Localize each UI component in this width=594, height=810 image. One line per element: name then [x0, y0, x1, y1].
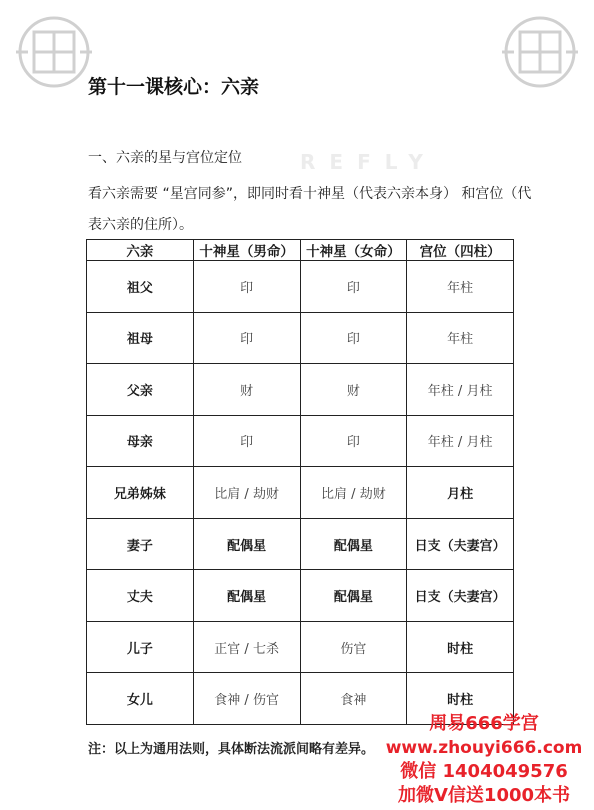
promo-line-1: 周易666学宫: [429, 713, 539, 734]
header-star-female: 十神星（女命）: [300, 240, 407, 261]
promo-url: www.zhouyi666.com: [385, 738, 583, 758]
male-star-cell: 食神 / 伤官: [193, 673, 300, 725]
seal-logo-icon: [494, 14, 586, 90]
table-header-row: [87, 240, 514, 261]
relative-cell: 女儿: [87, 673, 194, 725]
table-row: [87, 570, 514, 622]
relative-cell: 祖父: [87, 261, 194, 313]
female-star-cell: 印: [300, 261, 407, 313]
relative-cell: 兄弟姊妹: [87, 467, 194, 519]
palace-cell: 月柱: [407, 467, 514, 519]
palace-cell: 年柱: [407, 261, 514, 313]
lesson-title: 第十一课核心：六亲: [88, 76, 260, 98]
female-star-cell: 印: [300, 312, 407, 364]
table-row: [87, 621, 514, 673]
female-star-cell: 伤官: [300, 621, 407, 673]
palace-cell: 年柱 / 月柱: [407, 415, 514, 467]
male-star-cell: 印: [193, 415, 300, 467]
relative-cell: 祖母: [87, 312, 194, 364]
palace-cell: 年柱 / 月柱: [407, 364, 514, 416]
promo-line-3: 微信 1404049576: [400, 761, 568, 782]
female-star-cell: 财: [300, 364, 407, 416]
intro-paragraph: 看六亲需要 “星宫同参”，即同时看十神星（代表六亲本身） 和宫位（代表六亲的住所）。: [88, 186, 532, 233]
table-row: [87, 467, 514, 519]
male-star-cell: 财: [193, 364, 300, 416]
palace-cell: 日支（夫妻宫）: [407, 570, 514, 622]
female-star-cell: 印: [300, 415, 407, 467]
male-star-cell: 印: [193, 261, 300, 313]
male-star-cell: 配偶星: [193, 518, 300, 570]
table-row: [87, 415, 514, 467]
palace-cell: 时柱: [407, 621, 514, 673]
table-row: [87, 364, 514, 416]
palace-cell: 时柱: [407, 673, 514, 725]
relative-cell: 妻子: [87, 518, 194, 570]
female-star-cell: 食神: [300, 673, 407, 725]
promo-stamp: [384, 712, 584, 808]
relative-cell: 母亲: [87, 415, 194, 467]
female-star-cell: 比肩 / 劫财: [300, 467, 407, 519]
male-star-cell: 比肩 / 劫财: [193, 467, 300, 519]
male-star-cell: 印: [193, 312, 300, 364]
footnote: 注：以上为通用法则，具体断法流派间略有差异。: [88, 742, 375, 757]
promo-line-4: 加微V信送1000本书: [397, 785, 571, 806]
table-row: [87, 261, 514, 313]
section-heading: 一、六亲的星与宫位定位: [88, 150, 242, 166]
relative-cell: 儿子: [87, 621, 194, 673]
header-relative: 六亲: [87, 240, 194, 261]
header-star-male: 十神星（男命）: [193, 240, 300, 261]
male-star-cell: 正官 / 七杀: [193, 621, 300, 673]
palace-cell: 年柱: [407, 312, 514, 364]
seal-logo-icon: [8, 14, 100, 90]
header-palace: 宫位（四柱）: [407, 240, 514, 261]
table-row: [87, 518, 514, 570]
relative-cell: 丈夫: [87, 570, 194, 622]
relatives-table: [86, 239, 514, 725]
table-row: [87, 312, 514, 364]
female-star-cell: 配偶星: [300, 570, 407, 622]
palace-cell: 日支（夫妻宫）: [407, 518, 514, 570]
female-star-cell: 配偶星: [300, 518, 407, 570]
relative-cell: 父亲: [87, 364, 194, 416]
male-star-cell: 配偶星: [193, 570, 300, 622]
background-watermark: REFLY: [300, 150, 437, 174]
